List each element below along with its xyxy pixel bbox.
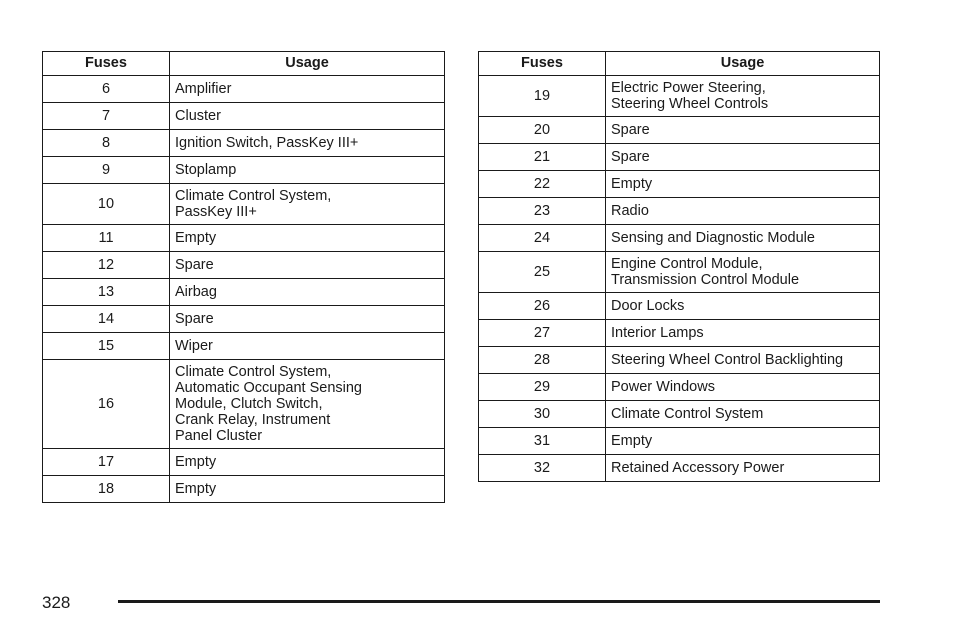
table-row [43, 103, 445, 130]
usage-cell: Ignition Switch, PassKey III+ [170, 130, 445, 157]
footer-rule [118, 600, 880, 603]
usage-cell: Electric Power Steering, Steering Wheel Controls [606, 76, 880, 117]
fuse-number-cell: 13 [43, 279, 170, 306]
fuse-number-cell: 24 [479, 225, 606, 252]
table-row [43, 130, 445, 157]
usage-cell: Empty [170, 449, 445, 476]
page-number: 328 [42, 593, 71, 612]
usage-cell: Door Locks [606, 293, 880, 320]
table-row [479, 144, 880, 171]
fuse-number-cell: 16 [43, 360, 170, 449]
usage-cell: Wiper [170, 333, 445, 360]
fuse-number-cell: 28 [479, 347, 606, 374]
usage-cell: Climate Control System, Automatic Occupant Sensing Module, Clutch Switch, Crank Relay, Instrument Panel Cluster [170, 360, 445, 449]
usage-cell: Empty [170, 225, 445, 252]
table-header-row [479, 52, 880, 76]
table-row [479, 252, 880, 293]
usage-cell: Engine Control Module, Transmission Control Module [606, 252, 880, 293]
fuse-table-left-body [43, 76, 445, 503]
fuse-number-cell: 25 [479, 252, 606, 293]
table-row [479, 347, 880, 374]
table-row [43, 157, 445, 184]
fuse-number-cell: 8 [43, 130, 170, 157]
usage-cell: Power Windows [606, 374, 880, 401]
table-row [43, 225, 445, 252]
table-row [479, 320, 880, 347]
usage-cell: Spare [606, 117, 880, 144]
fuses-column-header: Fuses [479, 52, 606, 76]
usage-column-header: Usage [170, 52, 445, 76]
fuse-number-cell: 27 [479, 320, 606, 347]
fuse-number-cell: 31 [479, 428, 606, 455]
table-row [479, 225, 880, 252]
usage-cell: Empty [606, 171, 880, 198]
fuse-number-cell: 17 [43, 449, 170, 476]
table-row [479, 401, 880, 428]
fuse-number-cell: 22 [479, 171, 606, 198]
fuse-number-cell: 14 [43, 306, 170, 333]
fuse-table-right-body [479, 76, 880, 482]
fuse-number-cell: 7 [43, 103, 170, 130]
table-row [479, 198, 880, 225]
table-row [43, 333, 445, 360]
usage-cell: Spare [170, 252, 445, 279]
table-row [479, 117, 880, 144]
usage-cell: Climate Control System, PassKey III+ [170, 184, 445, 225]
table-row [479, 293, 880, 320]
usage-cell: Radio [606, 198, 880, 225]
fuse-table-left [42, 51, 445, 503]
table-row [43, 449, 445, 476]
usage-cell: Empty [606, 428, 880, 455]
fuse-number-cell: 30 [479, 401, 606, 428]
table-row [479, 428, 880, 455]
usage-cell: Spare [606, 144, 880, 171]
fuse-number-cell: 21 [479, 144, 606, 171]
table-row [43, 306, 445, 333]
fuse-number-cell: 20 [479, 117, 606, 144]
table-header-row [43, 52, 445, 76]
fuses-column-header: Fuses [43, 52, 170, 76]
fuse-number-cell: 6 [43, 76, 170, 103]
fuse-table-right [478, 51, 880, 482]
usage-cell: Spare [170, 306, 445, 333]
usage-cell: Climate Control System [606, 401, 880, 428]
usage-cell: Amplifier [170, 76, 445, 103]
fuse-number-cell: 32 [479, 455, 606, 482]
usage-cell: Retained Accessory Power [606, 455, 880, 482]
usage-cell: Steering Wheel Control Backlighting [606, 347, 880, 374]
fuse-number-cell: 26 [479, 293, 606, 320]
table-row [479, 171, 880, 198]
table-row [43, 360, 445, 449]
fuse-number-cell: 12 [43, 252, 170, 279]
usage-cell: Sensing and Diagnostic Module [606, 225, 880, 252]
usage-column-header: Usage [606, 52, 880, 76]
table-row [479, 374, 880, 401]
usage-cell: Cluster [170, 103, 445, 130]
table-row [43, 279, 445, 306]
table-row [43, 76, 445, 103]
usage-cell: Airbag [170, 279, 445, 306]
usage-cell: Stoplamp [170, 157, 445, 184]
fuse-number-cell: 15 [43, 333, 170, 360]
fuse-number-cell: 18 [43, 476, 170, 503]
table-row [43, 184, 445, 225]
fuse-number-cell: 9 [43, 157, 170, 184]
table-row [479, 76, 880, 117]
fuse-number-cell: 29 [479, 374, 606, 401]
fuse-number-cell: 23 [479, 198, 606, 225]
fuse-number-cell: 19 [479, 76, 606, 117]
fuse-number-cell: 10 [43, 184, 170, 225]
table-row [43, 252, 445, 279]
table-row [43, 476, 445, 503]
table-row [479, 455, 880, 482]
usage-cell: Empty [170, 476, 445, 503]
usage-cell: Interior Lamps [606, 320, 880, 347]
fuse-number-cell: 11 [43, 225, 170, 252]
